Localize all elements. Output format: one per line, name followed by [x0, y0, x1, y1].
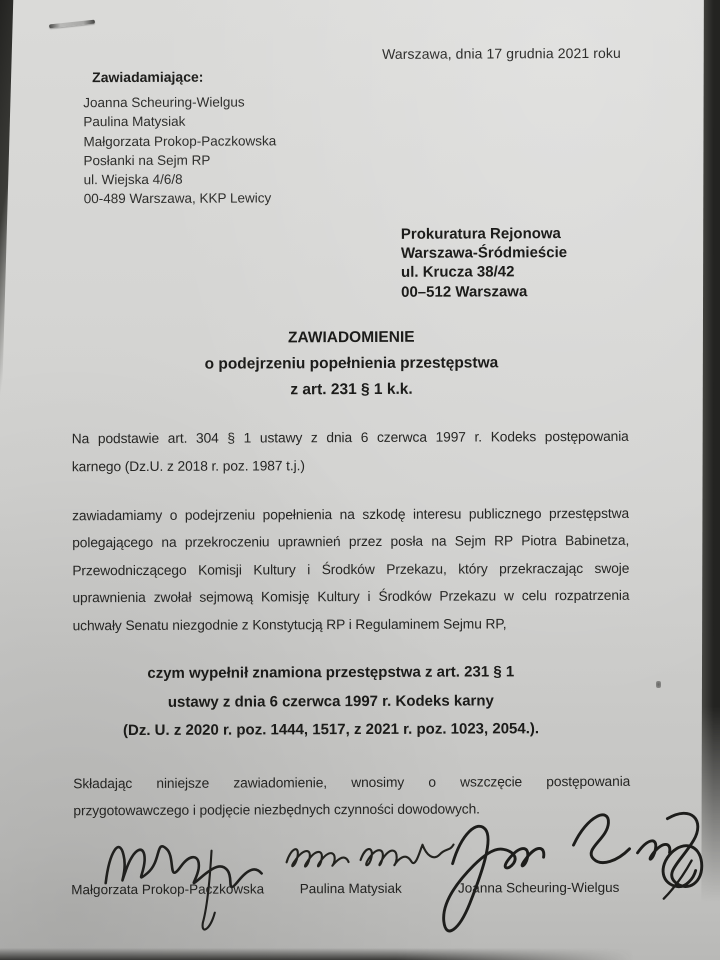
paragraph-legal-basis — [72, 423, 629, 480]
text-line: Na podstawie art. 304 § 1 ustawy z dnia 6 czerwca 1997 r. Kodeks postępowania — [71, 428, 629, 447]
signature-joanna-scheuring-wielgus — [443, 813, 702, 931]
paragraph-emphasis — [73, 658, 589, 746]
text-line: ZAWIADOMIENIE — [287, 328, 415, 347]
text-line: (Dz. U. z 2020 r. poz. 1444, 1517, z 2021 r. poz. 1023, 2054.). — [122, 720, 540, 740]
text-line: czym wypełnił znamiona przestępstwa z art. 231 § 1 — [147, 663, 515, 682]
text-line: uprawnienia zwołał sejmową Komisję Kultury i Środków Przekazu w celu rozpatrzenia — [72, 588, 630, 606]
document-title — [71, 324, 631, 404]
text-line: Posłanki na Sejm RP — [83, 152, 211, 169]
signatory-name-malgorzata: Małgorzata Prokop-Paczkowska — [71, 881, 265, 898]
text-line: ustawy z dnia 6 czerwca 1997 r. Kodeks karny — [167, 691, 494, 711]
text-line: polegającego na przekroczeniu uprawnień przez posła na Sejm RP Piotra Babinetza, — [72, 533, 630, 551]
paragraph-body — [72, 500, 630, 639]
text-line: Przewodniczącego Komisji Kultury i Środków Przekazu, który przekraczając swoje — [72, 560, 630, 579]
text-line: 00–512 Warszawa — [401, 282, 528, 301]
text-line: z art. 231 § 1 k.k. — [290, 380, 413, 399]
signatory-name-paulina: Paulina Matysiak — [299, 880, 402, 897]
text-line: 00-489 Warszawa, KKP Lewicy — [83, 190, 272, 207]
text-line: ul. Krucza 38/42 — [400, 263, 515, 282]
senders-block — [83, 92, 276, 209]
text-line: o podejrzeniu popełnienia przestępstwa — [204, 354, 499, 373]
text-line: Małgorzata Prokop-Paczkowska — [83, 132, 277, 149]
text-line: Prokuratura Rejonowa — [400, 225, 561, 243]
text-line: Warszawa-Śródmieście — [400, 244, 568, 263]
text-line: Joanna Scheuring-Wielgus — [83, 94, 245, 111]
signatory-name-joanna: Joanna Scheuring-Wielgus — [457, 879, 620, 896]
recipient-block — [401, 224, 568, 301]
signature-paulina-matysiak — [287, 845, 454, 867]
text-line: karnego (Dz.U. z 2018 r. poz. 1987 t.j.) — [71, 457, 305, 474]
text-line: uchwały Senatu niezgodnie z Konstytucją RP i Regulaminem Sejmu RP, — [72, 615, 507, 633]
text-line: Składając niniejsze zawiadomienie, wnosimy o wszczęcie postępowania — [73, 773, 631, 792]
text-line: przygotowawczego i podjęcie niezbędnych czynności dowodowych. — [73, 800, 480, 818]
text-line: zawiadamiamy o podejrzeniu popełnienia na szkodę interesu publicznego przestępstwa — [72, 505, 630, 524]
senders-label: Zawiadamiające: — [92, 68, 204, 86]
text-line: Paulina Matysiak — [83, 114, 186, 130]
text-line: ul. Wiejska 4/6/8 — [83, 171, 183, 188]
dateline: Warszawa, dnia 17 grudnia 2021 roku — [382, 44, 621, 62]
